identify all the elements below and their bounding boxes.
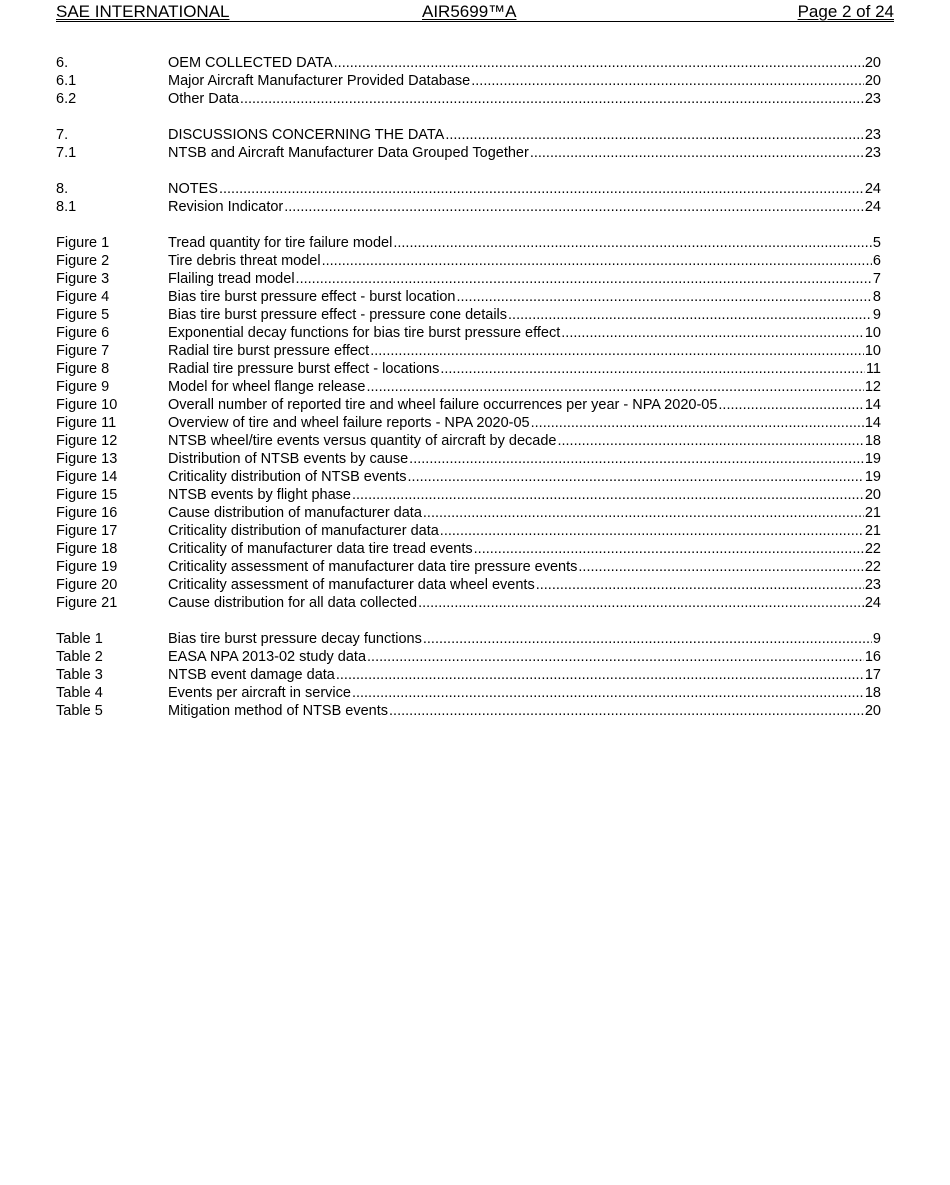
toc-entry-title: Cause distribution of manufacturer data: [168, 505, 422, 521]
toc-entry-number: Figure 20: [56, 577, 118, 593]
toc-entry-title: Revision Indicator: [168, 199, 284, 215]
toc-entry-number: 8.1: [56, 199, 77, 215]
toc-entry-number: Table 3: [56, 667, 103, 683]
toc-entry-line: [168, 486, 881, 504]
toc-entry[interactable]: [56, 558, 881, 576]
toc-entry[interactable]: [56, 468, 881, 486]
toc-entry-title: Tread quantity for tire failure model: [168, 235, 393, 251]
toc-entry[interactable]: [56, 432, 881, 450]
toc-entry[interactable]: [56, 342, 881, 360]
dot-leader: [440, 522, 864, 540]
toc-entry-page: 18: [864, 685, 881, 701]
toc-entry[interactable]: [56, 252, 881, 270]
toc-entry-page: 7: [872, 271, 881, 287]
toc-entry-page: 9: [872, 631, 881, 647]
toc-entry-line: [168, 324, 881, 342]
toc-entry-title: NTSB and Aircraft Manufacturer Data Grouped Together: [168, 145, 529, 161]
dot-leader: [240, 90, 864, 108]
toc-entry-line: [168, 270, 881, 288]
toc-entry-line: [168, 126, 881, 144]
toc-entry-page: 19: [864, 451, 881, 467]
header-document-number: AIR5699™A: [422, 2, 517, 21]
dot-leader: [409, 450, 864, 468]
toc-entry[interactable]: [56, 702, 881, 720]
toc-entry-line: [168, 54, 881, 72]
toc-entry[interactable]: [56, 72, 881, 90]
toc-entry-page: 23: [864, 127, 881, 143]
dot-leader: [561, 324, 864, 342]
toc-entry-line: [168, 288, 881, 306]
dot-leader: [322, 252, 872, 270]
header-page-number: Page 2 of 24: [797, 2, 894, 21]
toc-entry-line: [168, 306, 881, 324]
toc-entry-page: 23: [864, 91, 881, 107]
toc-group: [56, 180, 881, 216]
toc-entry-line: [168, 576, 881, 594]
table-of-contents: [56, 54, 881, 720]
toc-group: [56, 54, 881, 108]
toc-entry[interactable]: [56, 630, 881, 648]
toc-entry[interactable]: [56, 450, 881, 468]
toc-entry-title: Criticality assessment of manufacturer data tire pressure events: [168, 559, 578, 575]
toc-entry-line: [168, 414, 881, 432]
toc-entry[interactable]: [56, 144, 881, 162]
toc-entry[interactable]: [56, 288, 881, 306]
toc-entry-line: [168, 342, 881, 360]
toc-entry-page: 14: [864, 415, 881, 431]
toc-entry-page: 22: [864, 541, 881, 557]
toc-entry-page: 10: [864, 343, 881, 359]
toc-entry-title: Bias tire burst pressure effect - pressure cone details: [168, 307, 508, 323]
toc-entry-title: Criticality assessment of manufacturer data wheel events: [168, 577, 535, 593]
toc-entry-title: Radial tire pressure burst effect - locations: [168, 361, 440, 377]
toc-entry-number: Figure 21: [56, 595, 118, 611]
toc-entry-title: Overview of tire and wheel failure reports - NPA 2020-05: [168, 415, 530, 431]
toc-entry[interactable]: [56, 576, 881, 594]
toc-entry-number: Figure 4: [56, 289, 110, 305]
dot-leader: [334, 54, 864, 72]
dot-leader: [718, 396, 863, 414]
toc-entry-title: Model for wheel flange release: [168, 379, 366, 395]
toc-entry-number: Figure 19: [56, 559, 118, 575]
toc-entry-number: Figure 3: [56, 271, 110, 287]
toc-entry[interactable]: [56, 306, 881, 324]
toc-entry-line: [168, 378, 881, 396]
toc-entry-title: Criticality distribution of NTSB events: [168, 469, 407, 485]
toc-entry-line: [168, 684, 881, 702]
toc-entry-page: 20: [864, 73, 881, 89]
toc-entry[interactable]: [56, 54, 881, 72]
toc-entry-page: 24: [864, 181, 881, 197]
toc-entry-number: Table 1: [56, 631, 103, 647]
toc-entry-number: Figure 17: [56, 523, 118, 539]
page-header: [56, 2, 894, 22]
dot-leader: [557, 432, 863, 450]
toc-entry-title: NOTES: [168, 181, 218, 197]
toc-entry-number: 6.: [56, 55, 69, 71]
toc-entry[interactable]: [56, 486, 881, 504]
dot-leader: [474, 540, 864, 558]
toc-entry-page: 23: [864, 577, 881, 593]
toc-group: [56, 630, 881, 720]
toc-entry[interactable]: [56, 504, 881, 522]
toc-entry[interactable]: [56, 522, 881, 540]
toc-entry-page: 11: [865, 361, 881, 377]
toc-entry-title: Radial tire burst pressure effect: [168, 343, 370, 359]
dot-leader: [440, 360, 865, 378]
toc-entry-number: Figure 13: [56, 451, 118, 467]
toc-entry-title: Other Data: [168, 91, 239, 107]
dot-leader: [352, 486, 864, 504]
toc-entry-page: 21: [864, 523, 881, 539]
toc-entry-line: [168, 144, 881, 162]
toc-group: [56, 234, 881, 612]
toc-entry-number: 6.1: [56, 73, 77, 89]
toc-entry-line: [168, 504, 881, 522]
toc-entry-title: Cause distribution for all data collected: [168, 595, 418, 611]
toc-entry-title: Tire debris threat model: [168, 253, 321, 269]
toc-entry-number: Figure 10: [56, 397, 118, 413]
toc-entry-page: 21: [864, 505, 881, 521]
toc-entry[interactable]: [56, 540, 881, 558]
toc-entry[interactable]: [56, 666, 881, 684]
toc-entry-title: Criticality of manufacturer data tire tread events: [168, 541, 473, 557]
toc-entry[interactable]: [56, 594, 881, 612]
toc-entry-number: Figure 16: [56, 505, 118, 521]
toc-entry-title: NTSB wheel/tire events versus quantity of aircraft by decade: [168, 433, 557, 449]
dot-leader: [456, 288, 871, 306]
toc-entry-line: [168, 558, 881, 576]
toc-entry-number: Table 4: [56, 685, 103, 701]
toc-entry-number: Figure 1: [56, 235, 110, 251]
toc-entry-title: DISCUSSIONS CONCERNING THE DATA: [168, 127, 445, 143]
dot-leader: [370, 342, 864, 360]
toc-entry-number: Figure 7: [56, 343, 110, 359]
toc-entry[interactable]: [56, 684, 881, 702]
toc-entry[interactable]: [56, 378, 881, 396]
toc-entry-line: [168, 540, 881, 558]
toc-group: [56, 126, 881, 162]
dot-leader: [219, 180, 864, 198]
dot-leader: [530, 144, 864, 162]
toc-entry-page: 16: [864, 649, 881, 665]
toc-entry-title: NTSB event damage data: [168, 667, 335, 683]
dot-leader: [536, 576, 864, 594]
dot-leader: [352, 684, 864, 702]
toc-entry-line: [168, 468, 881, 486]
toc-entry-line: [168, 180, 881, 198]
toc-entry-page: 19: [864, 469, 881, 485]
toc-entry-line: [168, 450, 881, 468]
header-organization: SAE INTERNATIONAL: [56, 2, 230, 21]
toc-entry-line: [168, 72, 881, 90]
toc-entry[interactable]: [56, 360, 881, 378]
toc-entry-number: 8.: [56, 181, 69, 197]
toc-entry-line: [168, 360, 881, 378]
toc-entry[interactable]: [56, 324, 881, 342]
dot-leader: [389, 702, 864, 720]
toc-entry-page: 14: [864, 397, 881, 413]
toc-entry-line: [168, 648, 881, 666]
toc-entry-title: Mitigation method of NTSB events: [168, 703, 389, 719]
toc-entry-title: Criticality distribution of manufacturer data: [168, 523, 439, 539]
toc-entry-title: Events per aircraft in service: [168, 685, 351, 701]
toc-entry[interactable]: [56, 198, 881, 216]
toc-entry-title: OEM COLLECTED DATA: [168, 55, 333, 71]
toc-entry-number: Figure 15: [56, 487, 118, 503]
toc-entry-title: Overall number of reported tire and wheel failure occurrences per year - NPA 2020-05: [168, 397, 718, 413]
toc-entry-page: 17: [864, 667, 881, 683]
toc-entry-line: [168, 90, 881, 108]
toc-entry-page: 24: [864, 595, 881, 611]
dot-leader: [393, 234, 872, 252]
toc-entry-number: Figure 6: [56, 325, 110, 341]
dot-leader: [445, 126, 864, 144]
toc-entry-page: 20: [864, 487, 881, 503]
dot-leader: [423, 630, 872, 648]
toc-entry-page: 18: [864, 433, 881, 449]
toc-entry-page: 20: [864, 703, 881, 719]
toc-entry-number: 7.: [56, 127, 69, 143]
toc-entry-title: Flailing tread model: [168, 271, 295, 287]
dot-leader: [423, 504, 864, 522]
toc-entry-title: Major Aircraft Manufacturer Provided Database: [168, 73, 471, 89]
toc-entry-line: [168, 252, 881, 270]
toc-entry-title: NTSB events by flight phase: [168, 487, 351, 503]
toc-entry-number: Figure 2: [56, 253, 110, 269]
toc-entry-page: 20: [864, 55, 881, 71]
toc-entry[interactable]: [56, 234, 881, 252]
dot-leader: [578, 558, 863, 576]
toc-entry-number: Figure 18: [56, 541, 118, 557]
toc-entry[interactable]: [56, 648, 881, 666]
dot-leader: [531, 414, 864, 432]
dot-leader: [336, 666, 864, 684]
toc-entry-page: 9: [872, 307, 881, 323]
toc-entry-line: [168, 522, 881, 540]
toc-entry-line: [168, 198, 881, 216]
toc-entry-line: [168, 432, 881, 450]
toc-entry-page: 10: [864, 325, 881, 341]
toc-entry-number: 6.2: [56, 91, 77, 107]
dot-leader: [284, 198, 864, 216]
toc-entry[interactable]: [56, 414, 881, 432]
toc-entry-title: EASA NPA 2013-02 study data: [168, 649, 367, 665]
toc-entry-number: Figure 14: [56, 469, 118, 485]
toc-entry-title: Distribution of NTSB events by cause: [168, 451, 409, 467]
dot-leader: [471, 72, 864, 90]
toc-entry-number: Figure 11: [56, 415, 117, 431]
toc-entry-title: Bias tire burst pressure effect - burst location: [168, 289, 456, 305]
toc-entry-line: [168, 234, 881, 252]
dot-leader: [366, 378, 863, 396]
dot-leader: [367, 648, 864, 666]
toc-entry-page: 24: [864, 199, 881, 215]
toc-entry-number: Table 2: [56, 649, 103, 665]
toc-entry[interactable]: [56, 180, 881, 198]
toc-entry-page: 12: [864, 379, 881, 395]
toc-entry-line: [168, 396, 881, 414]
toc-entry-line: [168, 594, 881, 612]
toc-entry[interactable]: [56, 126, 881, 144]
toc-entry[interactable]: [56, 396, 881, 414]
toc-entry-number: Figure 9: [56, 379, 110, 395]
toc-entry-page: 5: [872, 235, 881, 251]
toc-entry-line: [168, 666, 881, 684]
dot-leader: [408, 468, 864, 486]
dot-leader: [296, 270, 872, 288]
toc-entry-number: Figure 5: [56, 307, 110, 323]
toc-entry-page: 8: [872, 289, 881, 305]
toc-entry[interactable]: [56, 90, 881, 108]
dot-leader: [508, 306, 872, 324]
toc-entry-number: Table 5: [56, 703, 103, 719]
toc-entry-number: 7.1: [56, 145, 77, 161]
toc-entry[interactable]: [56, 270, 881, 288]
toc-entry-line: [168, 630, 881, 648]
toc-entry-page: 23: [864, 145, 881, 161]
toc-entry-title: Bias tire burst pressure decay functions: [168, 631, 422, 647]
toc-entry-title: Exponential decay functions for bias tire burst pressure effect: [168, 325, 561, 341]
toc-entry-page: 6: [872, 253, 881, 269]
toc-entry-number: Figure 8: [56, 361, 110, 377]
toc-entry-number: Figure 12: [56, 433, 118, 449]
toc-entry-line: [168, 702, 881, 720]
dot-leader: [418, 594, 864, 612]
toc-entry-page: 22: [864, 559, 881, 575]
